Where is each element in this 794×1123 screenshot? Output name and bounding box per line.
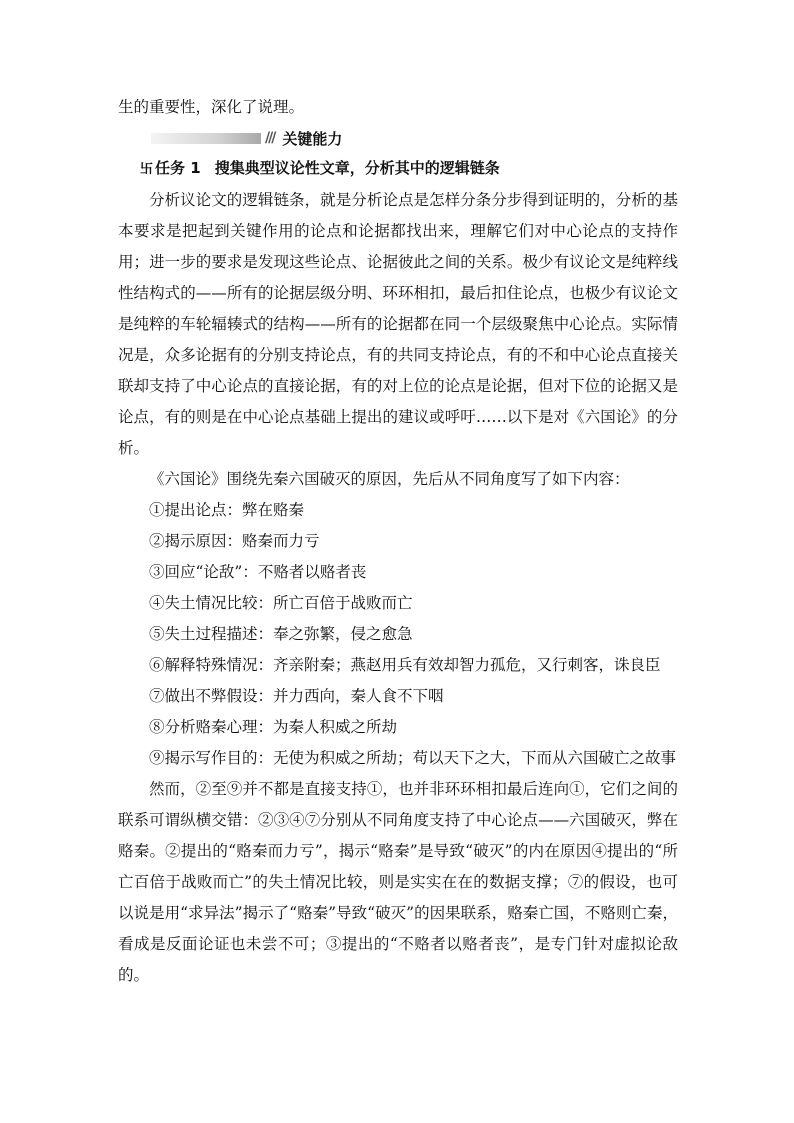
section-heading-title: 关键能力 — [282, 129, 343, 148]
document-page — [118, 92, 678, 991]
list-item: ⑨揭示写作目的：无使为积威之所劫；苟以天下之大，下而从六国破亡之故事 — [149, 749, 677, 767]
paragraph-relationship: 然而，②至⑨并不都是直接支持①，也并非环环相扣最后连向①，它们之间的联系可谓纵横交错：②③④⑦分别从不同角度支持了中心论点——六国破灭，弊在赂秦。②提出的“赂秦而力亏”，揭示“赂秦”是导致“破灭”的内在原因④提出的“所亡百倍于战败而亡”的失土情况比较，则是实实在在的数据支撑；⑦的假设，也可以说是用“求异法”揭示了“赂秦”导致“破灭”的因果联系，赂秦亡国，不赂则亡秦，看成是反面论证也未尝不可；③提出的“不赂者以赂者丧”，是专门针对虚拟论敌的。 — [118, 780, 678, 984]
list-item: ③回应“论敌”：不赂者以赂者丧 — [149, 563, 367, 581]
task-label: 任务 1 — [155, 159, 201, 177]
list-item: ⑦做出不弊假设：并力西向，秦人食不下咽 — [149, 687, 444, 705]
list-item: ②揭示原因：赂秦而力亏 — [149, 532, 320, 550]
heading-slashes: /// — [265, 130, 275, 146]
task-title: 搜集典型议论性文章，分析其中的逻辑链条 — [214, 159, 500, 177]
task-heading — [140, 153, 678, 185]
intro-line: 生的重要性，深化了说理。 — [118, 98, 305, 116]
argument-list — [118, 495, 678, 774]
paragraph-analysis: 分析议论文的逻辑链条，就是分析论点是怎样分条分步得到证明的，分析的基本要求是把起到关键作用的论点和论据都找出来，理解它们对中心论点的支持作用；进一步的要求是发现这些论点、论据彼此之间的关系。极少有议论文是纯粹线性结构式的——所有的论据层级分明、环环相扣，最后扣住论点，也极少有议论文是纯粹的车轮辐辏式的结构——所有的论据都在同一个层级聚焦中心论点。实际情况是，众多论据有的分别支持论点，有的共同支持论点，有的不和中心论点直接关联却支持了中心论点的直接论据，有的对上位的论点是论据，但对下位的论据又是论点，有的则是在中心论点基础上提出的建议或呼吁……以下是对《六国论》的分析。 — [118, 191, 678, 457]
list-item: ①提出论点：弊在赂秦 — [149, 501, 305, 519]
paragraph-liuguolun-intro: 《六国论》围绕先秦六国破灭的原因，先后从不同角度写了如下内容： — [149, 470, 630, 488]
task-icon: 卐 — [140, 162, 154, 177]
list-item: ⑤失土过程描述：奉之弥繁，侵之愈急 — [149, 625, 413, 643]
list-item: ⑥解释特殊情况：齐亲附秦；燕赵用兵有效却智力孤危，又行刺客，诛良臣 — [149, 656, 661, 674]
heading-gradient-bar — [151, 133, 261, 144]
list-item: ④失土情况比较：所亡百倍于战败而亡 — [149, 594, 413, 612]
list-item: ⑧分析赂秦心理：为秦人积威之所劫 — [149, 718, 398, 736]
section-heading — [151, 123, 678, 153]
